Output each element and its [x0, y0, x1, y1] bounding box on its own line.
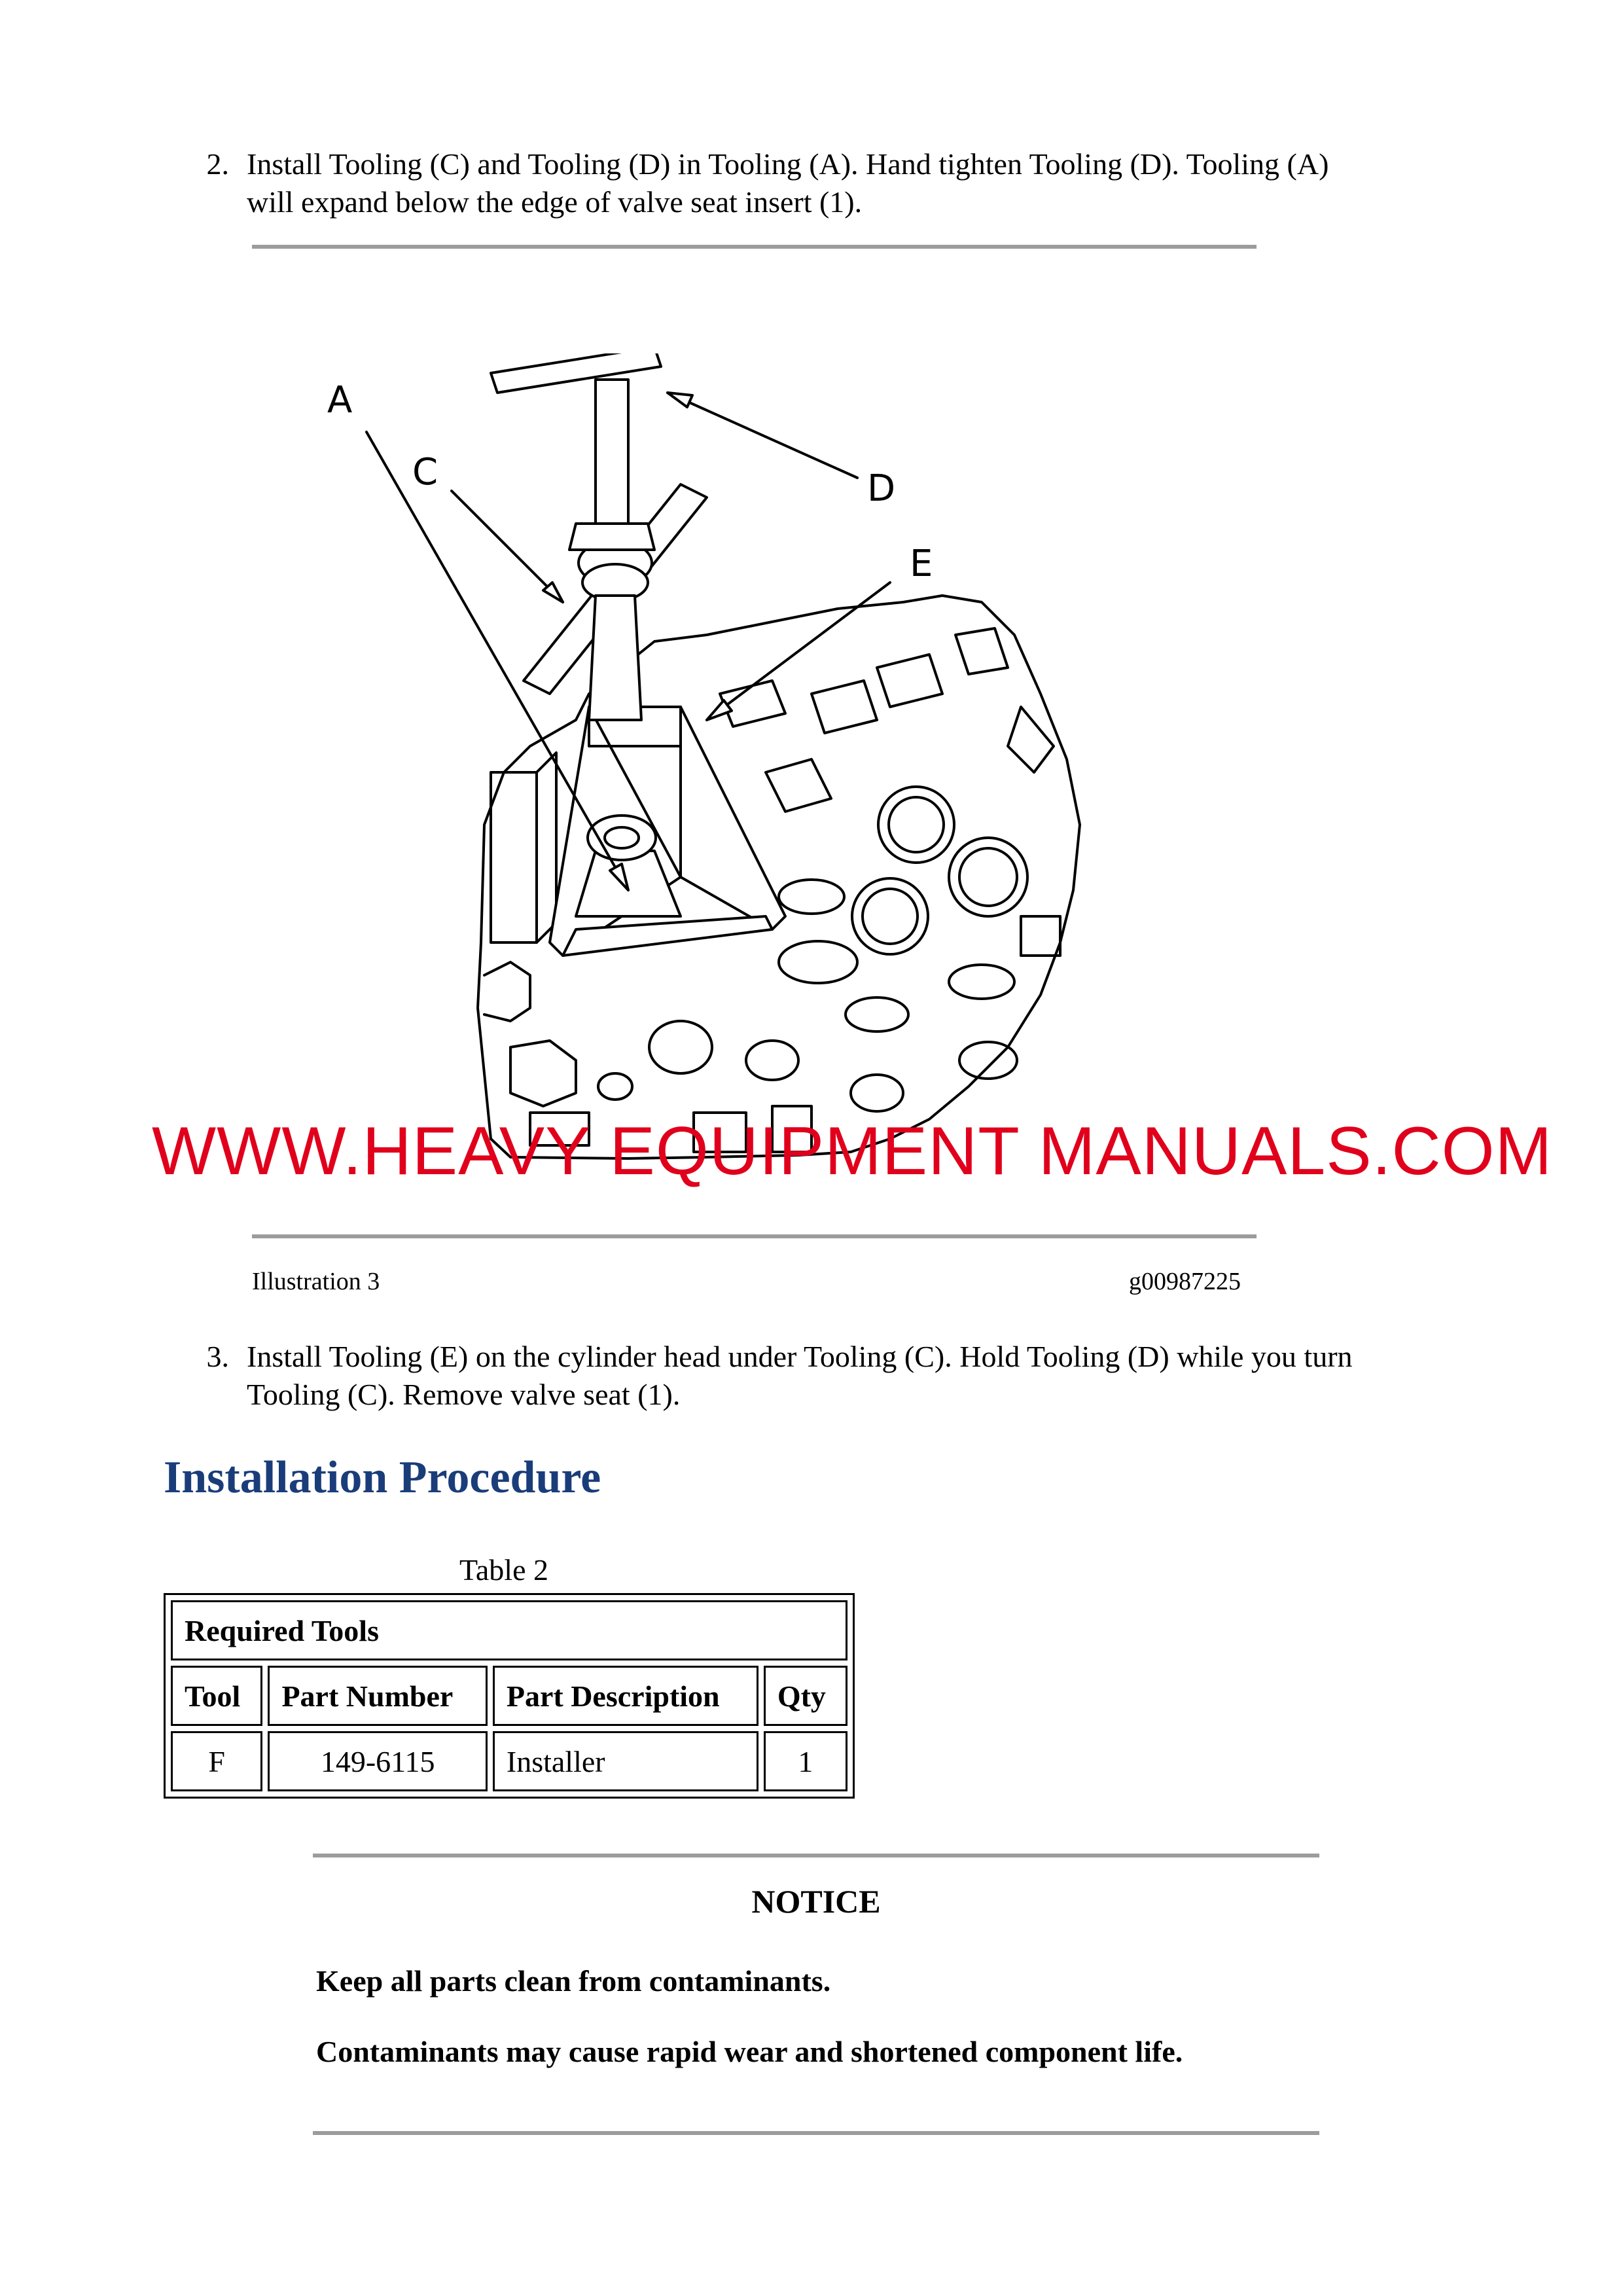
notice-line-1: Keep all parts clean from contaminants. — [316, 1964, 831, 1998]
section-heading: Installation Procedure — [164, 1452, 601, 1503]
illustration-3-figure — [314, 353, 1099, 1178]
leader-a — [366, 432, 628, 890]
callout-d: D — [867, 467, 896, 510]
step-3-number: 3. — [206, 1340, 229, 1373]
cell-tool: F — [171, 1731, 262, 1791]
step-2-number: 2. — [206, 147, 229, 181]
cell-part-description: Installer — [493, 1731, 758, 1791]
leader-c — [452, 491, 563, 602]
illustration-bottom-rule — [252, 1234, 1257, 1238]
notice-title: NOTICE — [751, 1883, 881, 1920]
step-2-line-1: Install Tooling (C) and Tooling (D) in Tooling (A). Hand tighten Tooling (D). Tooling (A) — [247, 147, 1329, 181]
cell-part-number: 149-6115 — [268, 1731, 487, 1791]
table-row — [171, 1731, 847, 1791]
watermark: WWW.HEAVY EQUIPMENT MANUALS.COM — [152, 1113, 1553, 1189]
cell-qty: 1 — [764, 1731, 847, 1791]
illustration-caption: Illustration 3 — [252, 1268, 380, 1295]
illustration-top-rule — [252, 245, 1257, 249]
header-tool: Tool — [171, 1666, 262, 1726]
callout-a: A — [327, 379, 353, 422]
leader-e — [707, 583, 890, 720]
table-caption: Table 2 — [459, 1553, 549, 1587]
notice-bottom-rule — [313, 2131, 1319, 2135]
step-2-line-2: will expand below the edge of valve seat insert (1). — [247, 185, 863, 219]
callout-e: E — [910, 543, 933, 585]
header-qty: Qty — [764, 1666, 847, 1726]
header-part-number: Part Number — [268, 1666, 487, 1726]
notice-line-2: Contaminants may cause rapid wear and shortened component life. — [316, 2035, 1183, 2068]
step-3-line-1: Install Tooling (E) on the cylinder head under Tooling (C). Hold Tooling (D) while you turn — [247, 1340, 1353, 1373]
illustration-graphic-id: g00987225 — [1129, 1268, 1241, 1295]
callout-c: C — [412, 451, 438, 493]
leader-d — [668, 393, 857, 478]
table-title: Required Tools — [171, 1600, 847, 1660]
step-3-line-2: Tooling (C). Remove valve seat (1). — [247, 1378, 681, 1411]
required-tools-table — [164, 1593, 855, 1799]
notice-top-rule — [313, 1854, 1319, 1857]
header-part-description: Part Description — [493, 1666, 758, 1726]
